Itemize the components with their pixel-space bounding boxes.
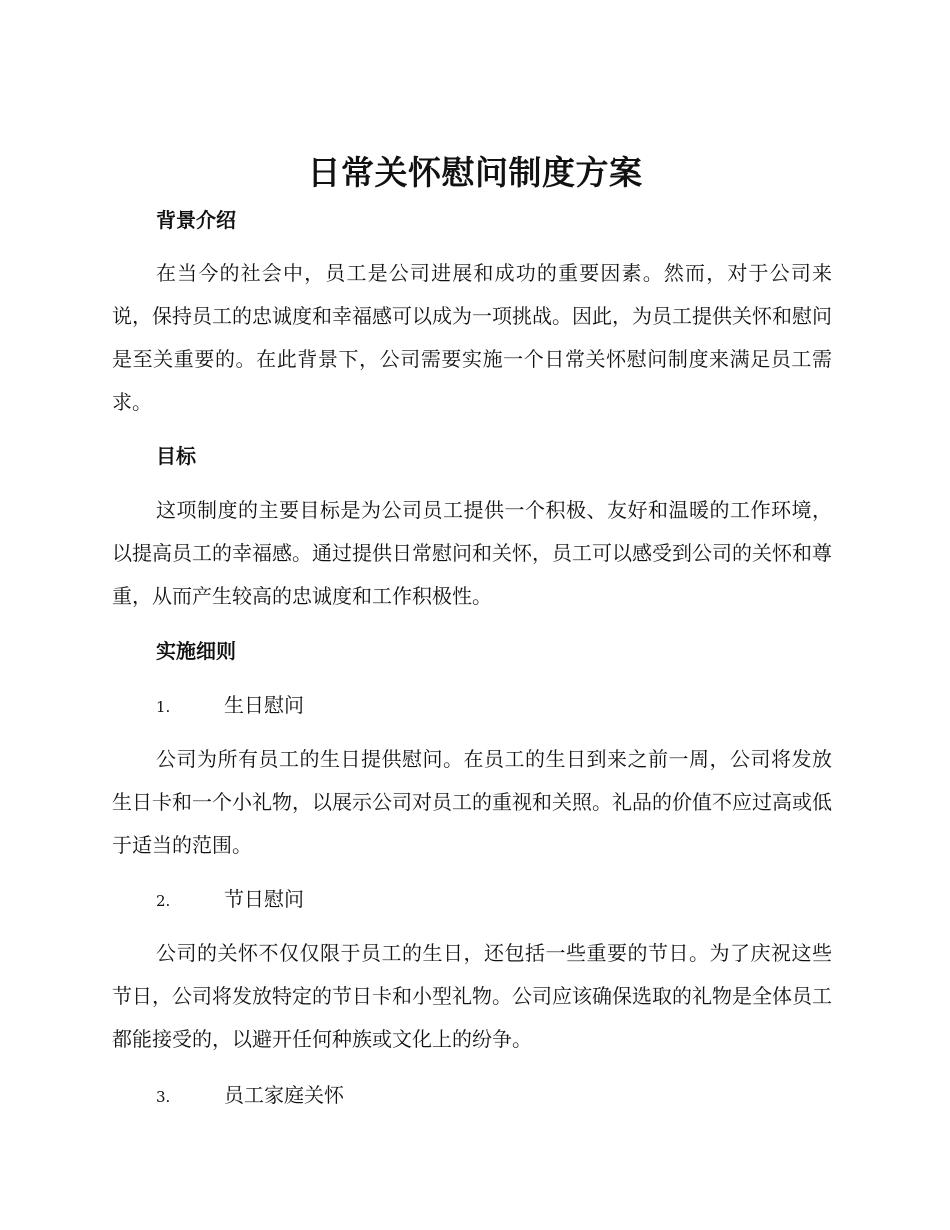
- section-heading-goal: 目标: [156, 444, 196, 468]
- section-heading-details: 实施细则: [156, 639, 236, 663]
- list-item-family: [156, 1081, 344, 1111]
- list-item-number: 2.: [156, 892, 171, 910]
- list-item-title: 员工家庭关怀: [224, 1083, 344, 1107]
- document-title: 日常关怀慰问制度方案: [307, 153, 643, 192]
- list-item-number: 1.: [156, 698, 171, 716]
- holiday-paragraph: 公司的关怀不仅仅限于员工的生日，还包括一些重要的节日。为了庆祝这些节日，公司将发放特定的节日卡和小型礼物。公司应该确保选取的礼物是全体员工都能接受的，以避开任何种族或文化上的纷争。: [112, 941, 832, 1051]
- background-paragraph: 在当今的社会中，员工是公司进展和成功的重要因素。然而，对于公司来说，保持员工的忠诚度和幸福感可以成为一项挑战。因此，为员工提供关怀和慰问是至关重要的。在此背景下，公司需要实施一个日常关怀慰问制度来满足员工需求。: [112, 261, 832, 414]
- list-item-title: 节日慰问: [224, 887, 304, 911]
- list-item-birthday: [156, 691, 304, 721]
- list-item-title: 生日慰问: [224, 693, 304, 717]
- birthday-paragraph: 公司为所有员工的生日提供慰问。在员工的生日到来之前一周，公司将发放生日卡和一个小礼物，以展示公司对员工的重视和关照。礼品的价值不应过高或低于适当的范围。: [112, 747, 832, 857]
- goal-paragraph: 这项制度的主要目标是为公司员工提供一个积极、友好和温暖的工作环境，以提高员工的幸福感。通过提供日常慰问和关怀，员工可以感受到公司的关怀和尊重，从而产生较高的忠诚度和工作积极性。: [112, 498, 832, 608]
- list-item-number: 3.: [156, 1088, 171, 1106]
- list-item-holiday: [156, 885, 304, 915]
- section-heading-background: 背景介绍: [156, 208, 236, 232]
